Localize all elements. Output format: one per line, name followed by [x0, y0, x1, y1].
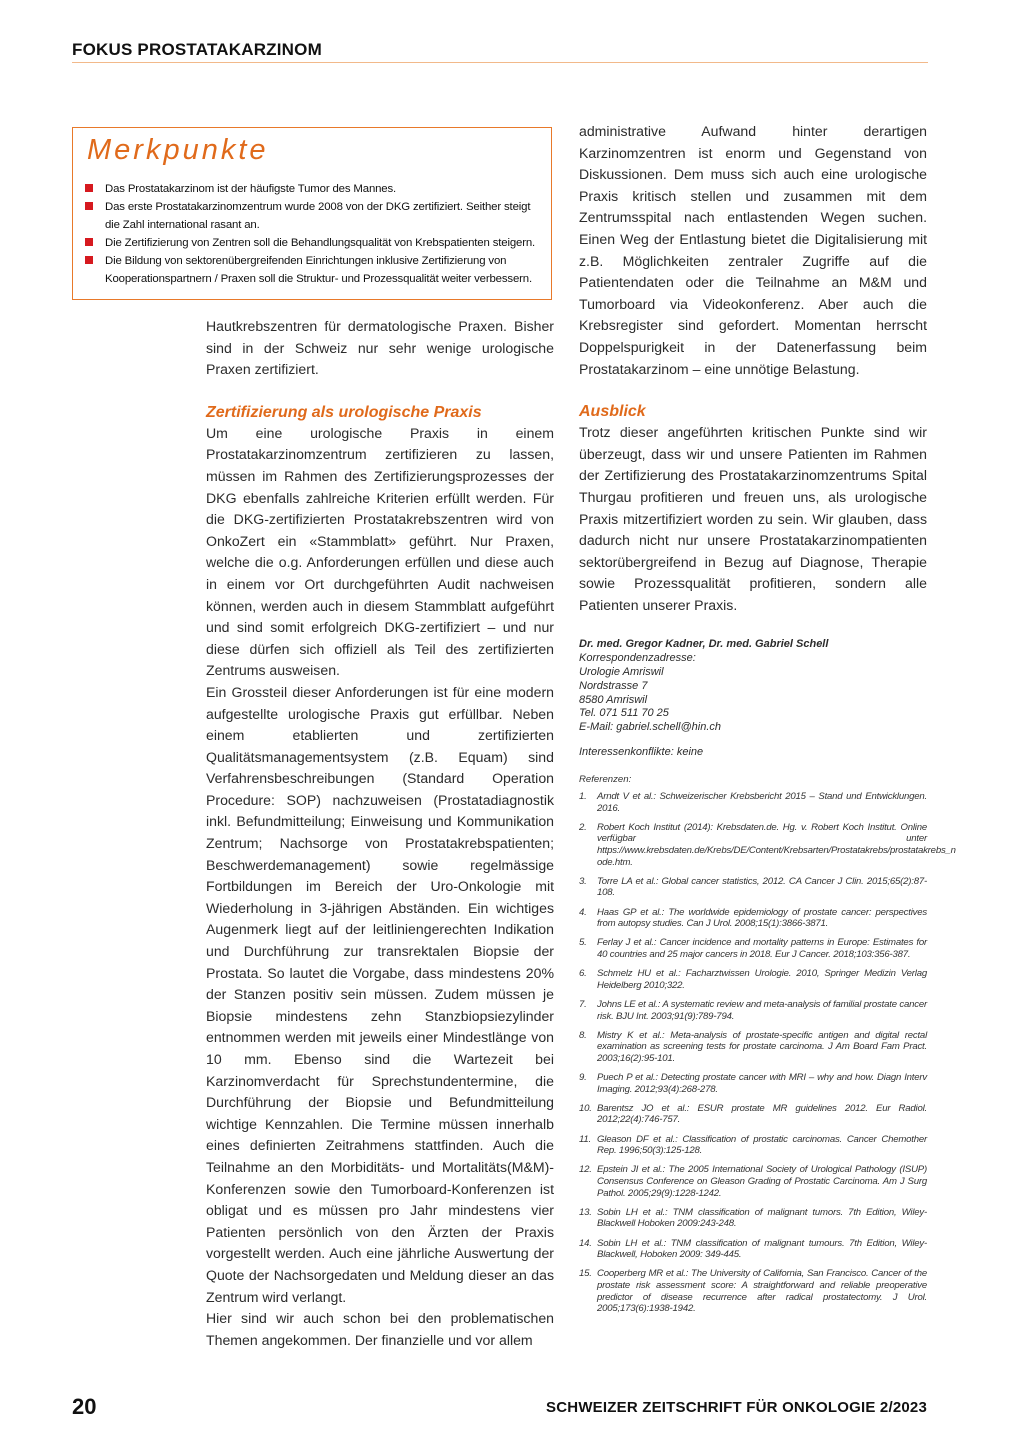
reference-item: 12. Epstein JI et al.: The 2005 International Society of Urological Pathology (ISUP) Consensus Conference on Gleason Grading of Prostatic Carcinoma. Am J Surg Pathol. 2005;29(9):1228-1242.: [579, 1164, 927, 1199]
section-heading-certification: Zertifizierung als urologische Praxis: [206, 403, 482, 421]
right-column: [579, 121, 956, 1322]
reference-item: 3. Torre LA et al.: Global cancer statistics, 2012. CA Cancer J Clin. 2015;65(2):87-108.: [579, 875, 927, 899]
journal-title: SCHWEIZER ZEITSCHRIFT FÜR ONKOLOGIE 2/2023: [546, 1399, 927, 1416]
body-paragraph: Trotz dieser angeführten kritischen Punkte sind wir überzeugt, dass wir und unsere Patienten im Rahmen der Zertifizierung des Prostatakarzinomzentrums Spital Thurgau profitieren und freuen uns, als urologische Praxis mitzertifiziert worden zu sein. Wir glauben, dass dadurch nicht nur unsere Prostatakarzinompatienten sektorübergreifend in Bezug auf Diagnose, Therapie sowie Prozessqualität profitieren, sondern alle Patienten unserer Praxis.: [579, 424, 927, 613]
author-line: 8580 Amriswil: [579, 693, 648, 706]
section-heading-outlook: Ausblick: [579, 403, 646, 421]
body-paragraph: administrative Aufwand hinter derartigen Karzinomzentren ist enorm und Gegenstand von Diskussionen. Dem muss sich auch eine urologische Praxis kritisch stellen und zusammen mit dem Zentrumsspital nach entlastenden Wegen suchen. Einen Weg der Entlastung bietet die Digitalisierung mit z.B. Möglichkeiten zentraler Zugriffe auf die Patientendaten oder die Teilnahme an M&M und Tumorboard via Videokonferenz. Aber auch die Krebsregister sind gefordert. Momentan herrscht Doppelspurigkeit in der Datenerfassung beim Prostatakarzinom – eine unnötige Belastung.: [579, 123, 927, 377]
body-paragraph: Hier sind wir auch schon bei den problematischen Themen angekommen. Der finanzielle und vor allem: [206, 1310, 554, 1348]
author-line: Tel. 071 511 70 25: [579, 707, 669, 720]
references-title: Referenzen:: [579, 774, 632, 786]
author-line: Urologie Amriswil: [579, 666, 664, 679]
body-paragraph: Um eine urologische Praxis in einem Prostatakarzinomzentrum zertifizieren zu lassen, müssen im Rahmen des Zertifizierungsprozesses der DKG ebenfalls zahlreiche Kriterien erfüllt werden. Für die DKG-zertifizierten Prostatakrebszentren wird von OnkoZert ein «Stammblatt» geführt. Nur Praxen, welche die o.g. Anforderungen erfüllen und diese auch in einem vor Ort durchgeführten Audit nachweisen können, werden auch in diesem Stammblatt aufgeführt und sind somit erfolgreich DKG-zertifiziert – und nur diese dürfen sich offiziell als Teil des zertifizierten Zentrums ausweisen.: [206, 424, 554, 679]
key-points-title: Merkpunkte: [87, 134, 269, 166]
references-list: [579, 791, 956, 1315]
author-line: Nordstrasse 7: [579, 679, 648, 692]
reference-item: 6. Schmelz HU et al.: Facharztwissen Urologie. 2010, Springer Medizin Verlag Heidelberg 2010;322.: [579, 968, 927, 991]
header-divider: [72, 62, 928, 63]
reference-item: 1. Arndt V et al.: Schweizerischer Krebsbericht 2015 – Stand und Entwicklungen. 2016.: [579, 791, 927, 814]
key-point-item: Das Prostatakarzinom ist der häufigste Tumor des Mannes.: [85, 180, 545, 198]
author-block: [579, 638, 927, 735]
reference-item: 10. Barentsz JO et al.: ESUR prostate MR guidelines 2012. Eur Radiol. 2012;22(4):746-757.: [579, 1102, 927, 1126]
red-square-bullet-icon: [85, 202, 93, 210]
key-points-list: [85, 180, 545, 288]
key-point-item: Die Bildung von sektorenübergreifenden Einrichtungen inklusive Zertifizierung von Kooperationspartnern / Praxen soll die Struktur- und Prozessqualität weiter verbessern.: [85, 252, 545, 288]
reference-item: 8. Mistry K et al.: Meta-analysis of prostate-specific antigen and digital rectal examination as screening tests for prostate carcinoma. J Am Board Fam Pract. 2003;16(2):95-101.: [579, 1029, 927, 1064]
section-header: FOKUS PROSTATAKARZINOM: [72, 40, 322, 59]
key-points-box: [72, 127, 552, 300]
reference-item: 4. Haas GP et al.: The worldwide epidemiology of prostate cancer: perspectives from autopsy studies. Can J Urol. 2008;15(1):3866-3871.: [579, 906, 927, 930]
intro-paragraph: Hautkrebszentren für dermatologische Praxen. Bisher sind in der Schweiz nur sehr wenige urologische Praxen zertifiziert.: [206, 318, 554, 378]
reference-item: 14. Sobin LH et al.: TNM classification of malignant tumours. 7th Edition, Wiley-Blackwell, Hoboken 2009: 349-445.: [579, 1237, 927, 1261]
page-number: 20: [72, 1394, 97, 1419]
red-square-bullet-icon: [85, 238, 93, 246]
reference-item: 2. Robert Koch Institut (2014): Krebsdaten.de. Hg. v. Robert Koch Institut. Online verfügbar unter https://www.krebsdaten.de/Krebs/DE/Content/Krebsarten/Prostatakrebs/prostatakrebs_n ode.htm.: [579, 821, 956, 868]
reference-item: 5. Ferlay J et al.: Cancer incidence and mortality patterns in Europe: Estimates for 40 countries and 25 major cancers in 2018. Eur J Cancer. 2018;103:356-387.: [579, 937, 927, 960]
reference-item: 7. Johns LE et al.: A systematic review and meta-analysis of familial prostate cancer risk. BJU Int. 2003;91(9):789-794.: [579, 998, 927, 1022]
reference-item: 9. Puech P et al.: Detecting prostate cancer with MRI – why and how. Diagn Interv Imaging. 2012;93(4):268-278.: [579, 1072, 927, 1095]
key-point-item: Die Zertifizierung von Zentren soll die Behandlungsqualität von Krebspatienten steigern.: [85, 234, 545, 252]
author-email: E-Mail: gabriel.schell@hin.ch: [579, 721, 722, 734]
author-line: Korrespondenzadresse:: [579, 652, 696, 665]
reference-item: 13. Sobin LH et al.: TNM classification of malignant tumors. 7th Edition, Wiley-Blackwell Hoboken 2009:243-248.: [579, 1206, 927, 1230]
red-square-bullet-icon: [85, 256, 93, 264]
red-square-bullet-icon: [85, 184, 93, 192]
reference-item: 11. Gleason DF et al.: Classification of prostatic carcinomas. Cancer Chemother Rep. 1996;50(3):125-128.: [579, 1133, 927, 1157]
key-point-item: Das erste Prostatakarzinomzentrum wurde 2008 von der DKG zertifiziert. Seither steigt die Zahl international rasant an.: [85, 198, 545, 234]
author-names: Dr. med. Gregor Kadner, Dr. med. Gabriel Schell: [579, 638, 829, 651]
conflicts-of-interest: Interessenkonflikte: keine: [579, 746, 704, 759]
left-column: [206, 316, 554, 1351]
reference-item: 15. Cooperberg MR et al.: The University of California, San Francisco. Cancer of the prostate risk assessment score: A straightforward and reliable preoperative predictor of disease recurrence after radical prostatectomy. J Urol. 2005;173(6):1938-1942.: [579, 1268, 927, 1315]
body-paragraph: Ein Grossteil dieser Anforderungen ist für eine modern aufgestellte urologische Praxis gut erfüllbar. Neben einem etablierten und zertifizierten Qualitätsmanagementsystem (z.B. Equam) sind Verfahrensbeschreibungen (Standard Operation Procedure: SOP) nachzuweisen (Prostatadiagnostik inkl. Befundmitteilung; Einweisung und Kommunikation Zentrum; Nachsorge von Prostatakrebspatienten; Beschwerdemanagement) sowie regelmässige Fortbildungen im Bereich der Uro-Onkologie mit Wiederholung in 3-jährigen Abständen. Ein wichtiges Augenmerk liegt auf der leitliniengerechten Indikation und Durchführung zur transrektalen Biopsie der Prostata. So lautet die Vorgabe, dass mindestens 20% der Stanzen positiv sein müssen. Zudem müssen je Biopsie mindestens zehn Stanzbiopsiezylinder entnommen werden mit jeweils einer Mindestlänge von 10 mm. Ebenso sind die Wartezeit bei Karzinomverdacht für Sprechstundentermine, die Durchführung der Biopsie und Befundmitteilung wichtige Kennzahlen. Die Termine müssen innerhalb eines definierten Zeitrahmens stattfinden. Auch die Teilnahme an den Morbiditäts- und Mortalitäts(M&M)-Konferenzen sowie den Tumorboard-Konferenzen ist obligat und es müssen pro Jahr mindestens vier Patienten persönlich von den Ärzten der Praxis vorgestellt werden. Auch eine jährliche Auswertung der Quote der Nachsorgedaten und Meldung dieser an das Zentrum wird verlangt.: [206, 683, 554, 1305]
